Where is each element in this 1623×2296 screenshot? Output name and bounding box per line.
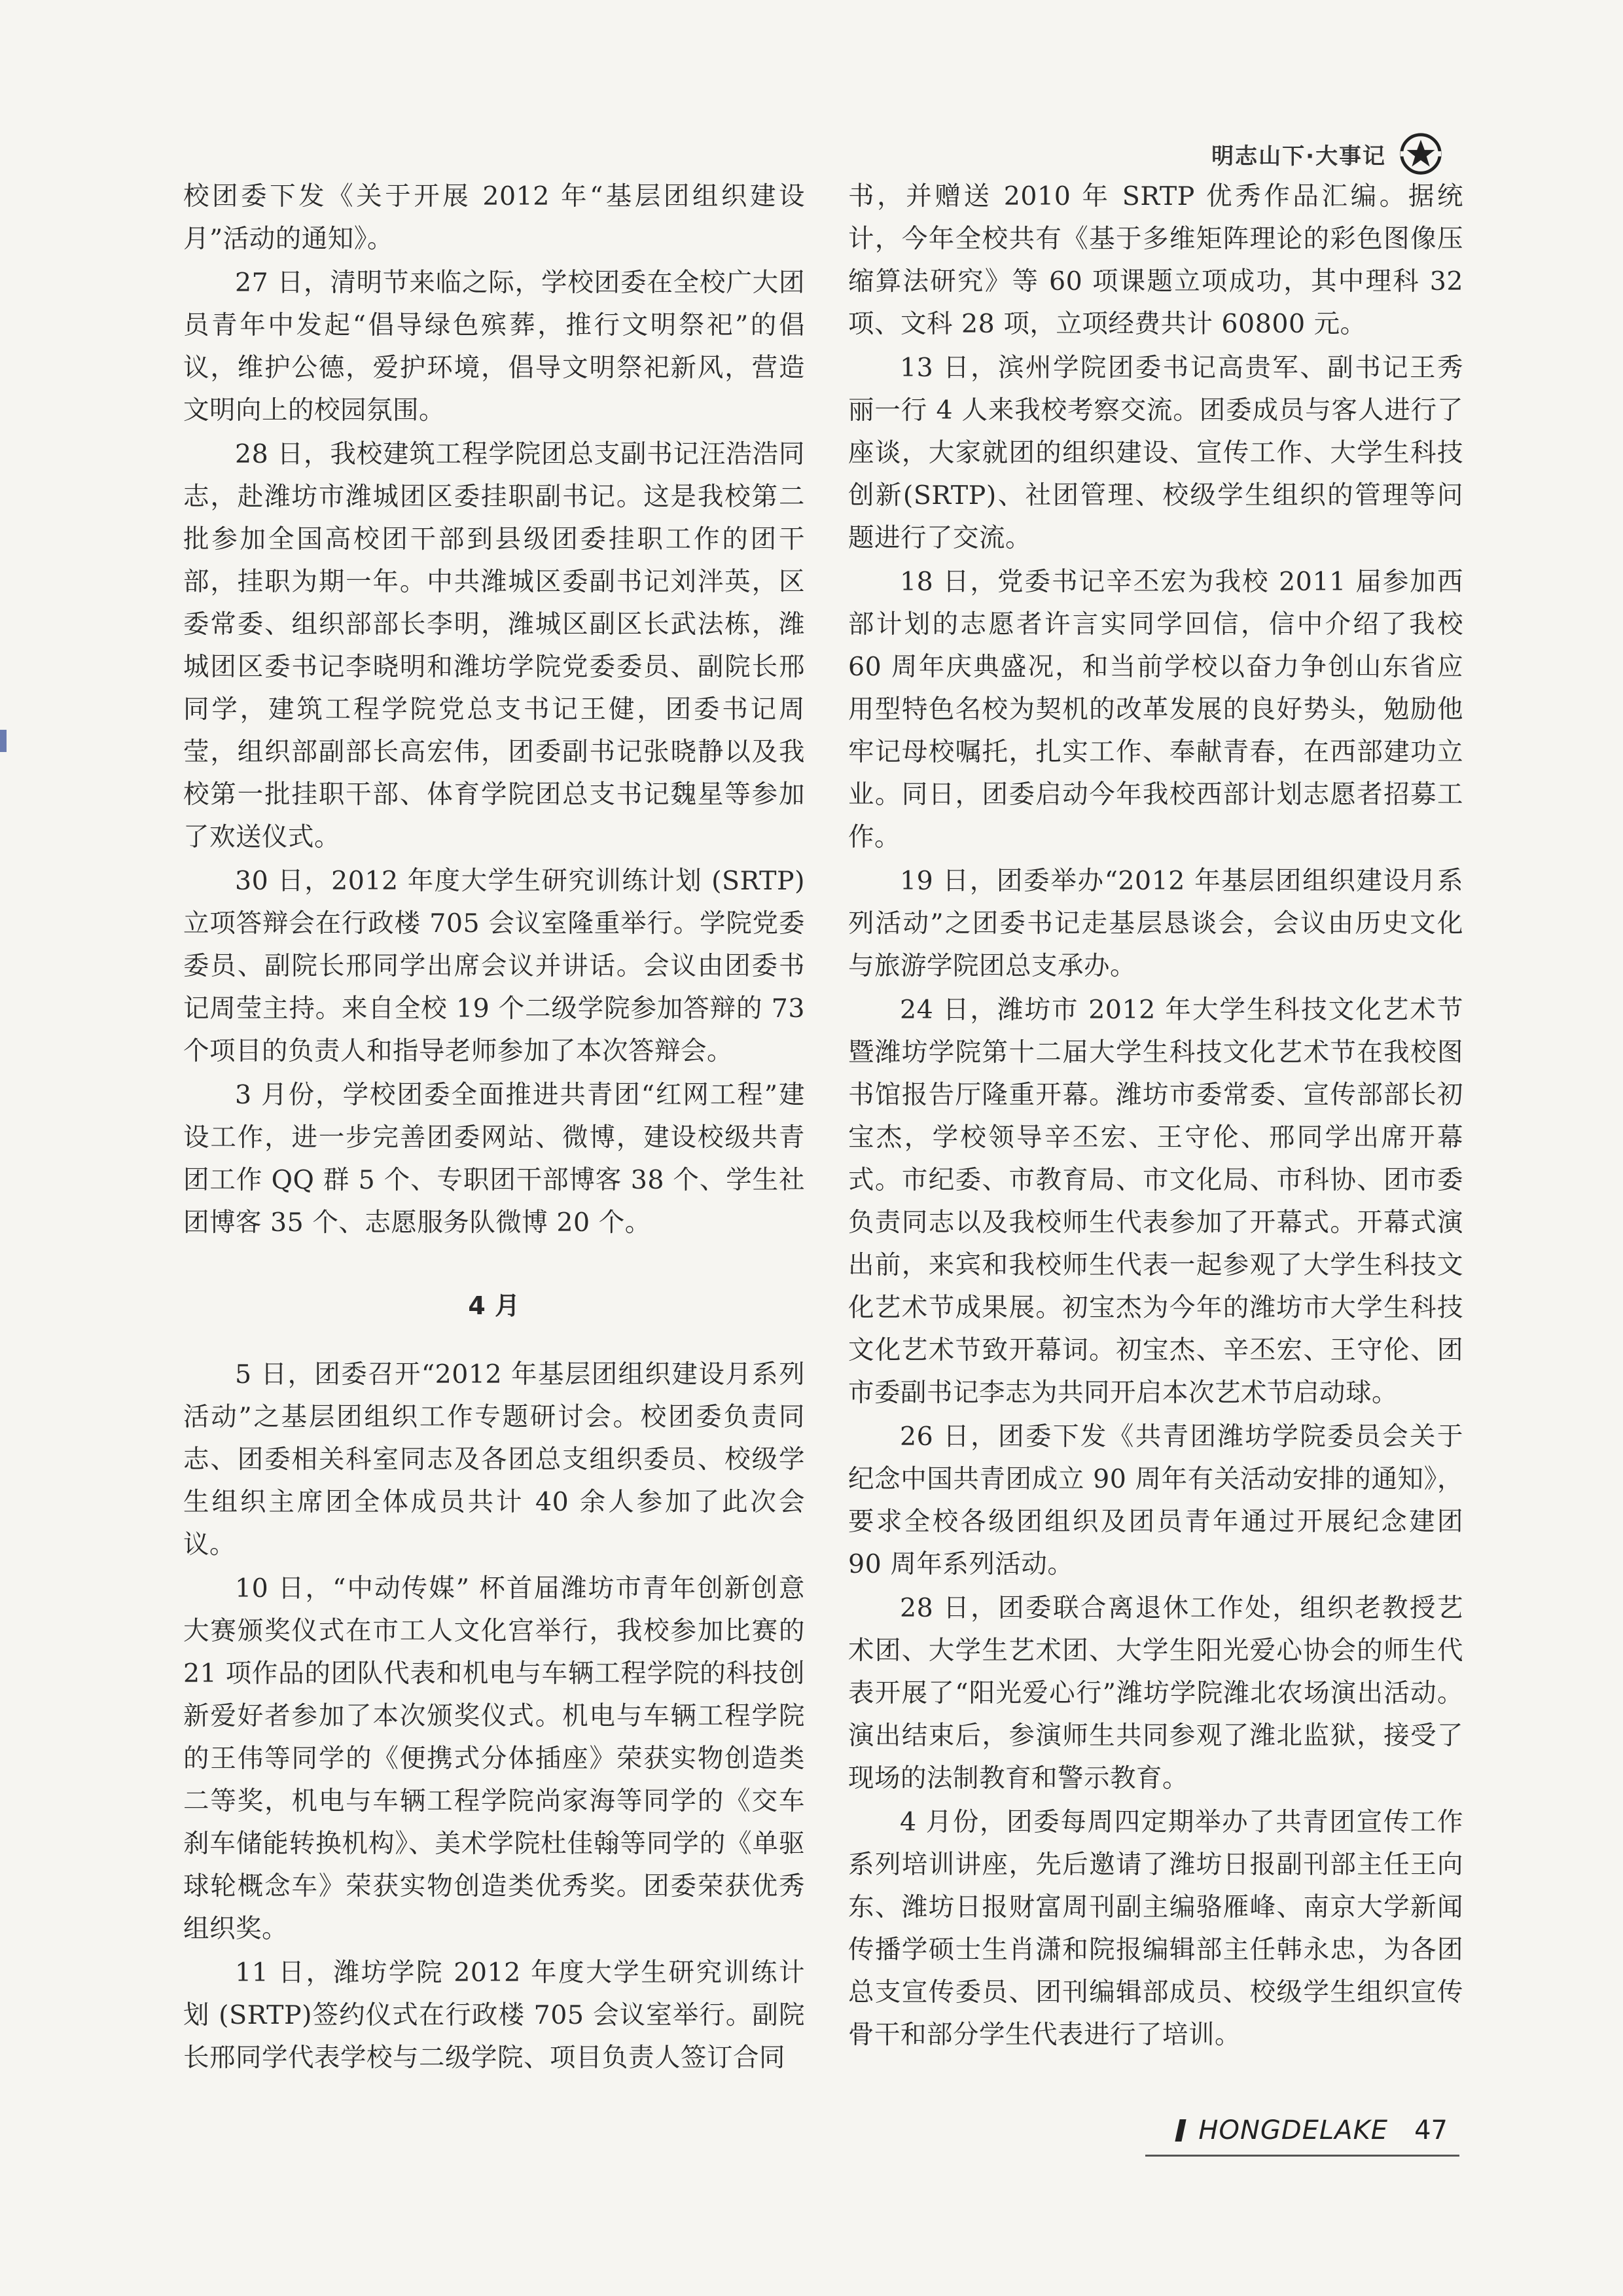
footer-rule bbox=[1145, 2155, 1459, 2157]
left-column bbox=[183, 175, 805, 2081]
page-number: 47 bbox=[1414, 2115, 1448, 2145]
paragraph: 27 日，清明节来临之际，学校团委在全校广大团员青年中发起“倡导绿色殡葬，推行文明祭祀”的倡议，维护公德，爱护环境，倡导文明祭祀新风，营造文明向上的校园氛围。 bbox=[183, 268, 805, 425]
paragraph: 5 日，团委召开“2012 年基层团组织建设月系列活动”之基层团组织工作专题研讨会。校团委负责同志、团委相关科室同志及各团总支组织委员、校级学生组织主席团全体成员共计 40 余人参加了此次会议。 bbox=[183, 1359, 805, 1560]
paragraph: 书，并赠送 2010 年 SRTP 优秀作品汇编。据统计，今年全校共有《基于多维矩阵理论的彩色图像压缩算法研究》等 60 项课题立项成功，其中理科 32 项、文科 28 项，立项经费共计 60800 元。 bbox=[848, 181, 1463, 339]
right-column bbox=[848, 175, 1463, 2058]
section-title: 明志山下·大事记 bbox=[1211, 143, 1386, 170]
paragraph: 10 日，“中动传媒” 杯首届潍坊市青年创新创意大赛颁奖仪式在市工人文化宫举行，我校参加比赛的 21 项作品的团队代表和机电与车辆工程学院的科技创新爱好者参加了本次颁奖仪式。机电与车辆工程学院的王伟等同学的《便携式分体插座》荣获实物创造类二等奖，机电与车辆工程学院尚家海等同学的《交车刹车储能转换机构》、美术学院杜佳翰等同学的《单驱球轮概念车》荣获实物创造类优秀奖。团委荣获优秀组织奖。 bbox=[183, 1573, 805, 1944]
paragraph: 30 日，2012 年度大学生研究训练计划 (SRTP)立项答辩会在行政楼 705 会议室隆重举行。学院党委委员、副院长邢同学出席会议并讲话。会议由团委书记周莹主持。来自全校 19 个二级学院参加答辩的 73 个项目的负责人和指导老师参加了本次答辩会。 bbox=[183, 866, 805, 1066]
paragraph: 26 日，团委下发《共青团潍坊学院委员会关于纪念中国共青团成立 90 周年有关活动安排的通知》，要求全校各级团组织及团员青年通过开展纪念建团 90 周年系列活动。 bbox=[848, 1422, 1463, 1579]
paragraph: 28 日，团委联合离退休工作处，组织老教授艺术团、大学生艺术团、大学生阳光爱心协会的师生代表开展了“阳光爱心行”潍坊学院潍北农场演出活动。演出结束后，参演师生共同参观了潍北监狱，接受了现场的法制教育和警示教育。 bbox=[848, 1593, 1463, 1793]
paragraph: 11 日，潍坊学院 2012 年度大学生研究训练计划 (SRTP)签约仪式在行政楼 705 会议室举行。副院长邢同学代表学校与二级学院、项目负责人签订合同 bbox=[183, 1958, 805, 2073]
magazine-brand: HONGDELAKE bbox=[1198, 2115, 1389, 2145]
paragraph: 13 日，滨州学院团委书记高贵军、副书记王秀丽一行 4 人来我校考察交流。团委成员与客人进行了座谈，大家就团的组织建设、宣传工作、大学生科技创新(SRTP)、社团管理、校级学生组织的管理等问题进行了交流。 bbox=[848, 353, 1463, 553]
paragraph: 4 月份，团委每周四定期举办了共青团宣传工作系列培训讲座，先后邀请了潍坊日报副刊部主任王向东、潍坊日报财富周刊副主编骆雁峰、南京大学新闻传播学硕士生肖潇和院报编辑部主任韩永忠，为各团总支宣传委员、团刊编辑部成员、校级学生组织宣传骨干和部分学生代表进行了培训。 bbox=[848, 1807, 1463, 2050]
month-heading: 4 月 bbox=[468, 1291, 520, 1320]
page-header bbox=[1211, 128, 1446, 179]
paragraph: 校团委下发《关于开展 2012 年“基层团组织建设月”活动的通知》。 bbox=[183, 181, 805, 254]
page-footer bbox=[1177, 2115, 1448, 2145]
paragraph: 24 日，潍坊市 2012 年大学生科技文化艺术节暨潍坊学院第十二届大学生科技文化艺术节在我校图书馆报告厅隆重开幕。潍坊市委常委、宣传部部长初宝杰，学校领导辛丕宏、王守伦、邢同学出席开幕式。市纪委、市教育局、市文化局、市科协、团市委负责同志以及我校师生代表参加了开幕式。开幕式演出前，来宾和我校师生代表一起参观了大学生科技文化艺术节成果展。初宝杰为今年的潍坊市大学生科技文化艺术节致开幕词。初宝杰、辛丕宏、王守伦、团市委副书记李志为共同开启本次艺术节启动球。 bbox=[848, 995, 1463, 1408]
paragraph: 3 月份，学校团委全面推进共青团“红网工程”建设工作，进一步完善团委网站、微博，建设校级共青团工作 QQ 群 5 个、专职团干部博客 38 个、学生社团博客 35 个、志愿服务队微博 20 个。 bbox=[183, 1080, 805, 1238]
badge-icon bbox=[1395, 128, 1446, 179]
scan-edge-mark bbox=[0, 730, 7, 752]
footer-bar-mark bbox=[1175, 2119, 1186, 2142]
paragraph: 18 日，党委书记辛丕宏为我校 2011 届参加西部计划的志愿者许言实同学回信，信中介绍了我校 60 周年庆典盛况，和当前学校以奋力争创山东省应用型特色名校为契机的改革发展的良好势头，勉励他牢记母校嘱托，扎实工作、奉献青春，在西部建功立业。同日，团委启动今年我校西部计划志愿者招募工作。 bbox=[848, 567, 1463, 852]
paragraph: 19 日，团委举办“2012 年基层团组织建设月系列活动”之团委书记走基层恳谈会，会议由历史文化与旅游学院团总支承办。 bbox=[848, 866, 1463, 981]
paragraph: 28 日，我校建筑工程学院团总支副书记汪浩浩同志，赴潍坊市潍城团区委挂职副书记。这是我校第二批参加全国高校团干部到县级团委挂职工作的团干部，挂职为期一年。中共潍城区委副书记刘泮英，区委常委、组织部部长李明，潍城区副区长武法栋，潍城团区委书记李晓明和潍坊学院党委委员、副院长邢同学，建筑工程学院党总支书记王健，团委书记周莹，组织部副部长高宏伟，团委副书记张晓静以及我校第一批挂职干部、体育学院团总支书记魏星等参加了欢送仪式。 bbox=[183, 439, 805, 852]
